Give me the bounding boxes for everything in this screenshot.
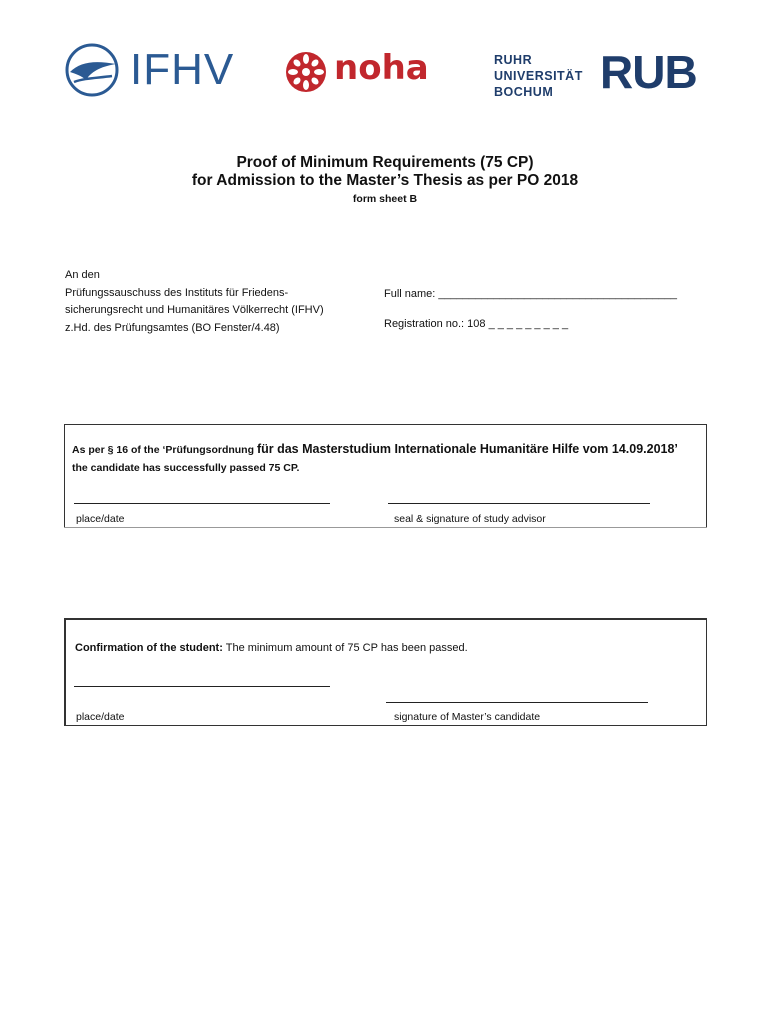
noha-wordmark: noha bbox=[334, 48, 429, 88]
advisor-statement-prefix: As per § 16 of the ‘Prüfungsordnung bbox=[72, 444, 257, 456]
form-sheet-label: form sheet B bbox=[352, 193, 418, 205]
ruhr-line-2: UNIVERSITÄT bbox=[494, 69, 583, 83]
ifhv-logo bbox=[64, 42, 244, 98]
advisor-statement-suffix: the candidate has successfully passed 75 CP. bbox=[72, 462, 300, 474]
address-line: Prüfungssauschuss des Instituts für Friedens- bbox=[65, 286, 289, 299]
advisor-statement-regulation: für das Masterstudium Internationale Humanitäre Hilfe vom 14.09.2018’ bbox=[256, 442, 678, 456]
address-line: An den bbox=[65, 269, 100, 281]
rub-logo: RUB bbox=[600, 46, 697, 98]
ifhv-globe-icon bbox=[64, 42, 124, 98]
advisor-box-divider bbox=[64, 527, 707, 528]
noha-flower-icon bbox=[284, 50, 328, 94]
student-statement-bold: Confirmation of the student: bbox=[75, 642, 223, 654]
ifhv-wordmark: IFHV bbox=[130, 45, 235, 94]
student-confirmation-box bbox=[64, 618, 707, 726]
student-statement-text: The minimum amount of 75 CP has been passed. bbox=[222, 642, 468, 654]
address-line: z.Hd. des Prüfungsamtes (BO Fenster/4.48) bbox=[65, 321, 280, 334]
registration-number-field[interactable]: Registration no.: 108 _ _ _ _ _ _ _ _ _ bbox=[384, 318, 569, 330]
student-signature-line[interactable] bbox=[386, 702, 648, 703]
advisor-place-date-label: place/date bbox=[76, 513, 125, 525]
page-title-line-2: for Admission to the Master’s Thesis as per PO 2018 bbox=[191, 172, 579, 189]
address-line: sicherungsrecht und Humanitäres Völkerrecht (IFHV) bbox=[65, 304, 324, 316]
student-statement bbox=[75, 639, 695, 657]
student-signature-label: signature of Master’s candidate bbox=[394, 711, 541, 723]
advisor-signature-label: seal & signature of study advisor bbox=[394, 513, 546, 525]
student-place-date-label: place/date bbox=[76, 711, 125, 723]
student-place-date-line[interactable] bbox=[74, 686, 330, 687]
address-block bbox=[65, 267, 324, 337]
advisor-statement bbox=[72, 440, 692, 477]
ruhr-universitaet-logo bbox=[494, 52, 594, 100]
full-name-field[interactable]: Full name: _______________________________________ bbox=[384, 288, 677, 300]
noha-logo bbox=[284, 46, 434, 94]
advisor-place-date-line[interactable] bbox=[74, 503, 330, 504]
advisor-signature-line[interactable] bbox=[388, 503, 650, 504]
page-title-line-1: Proof of Minimum Requirements (75 CP) bbox=[236, 154, 534, 171]
ruhr-line-1: RUHR bbox=[494, 53, 533, 67]
ruhr-line-3: BOCHUM bbox=[494, 85, 554, 99]
